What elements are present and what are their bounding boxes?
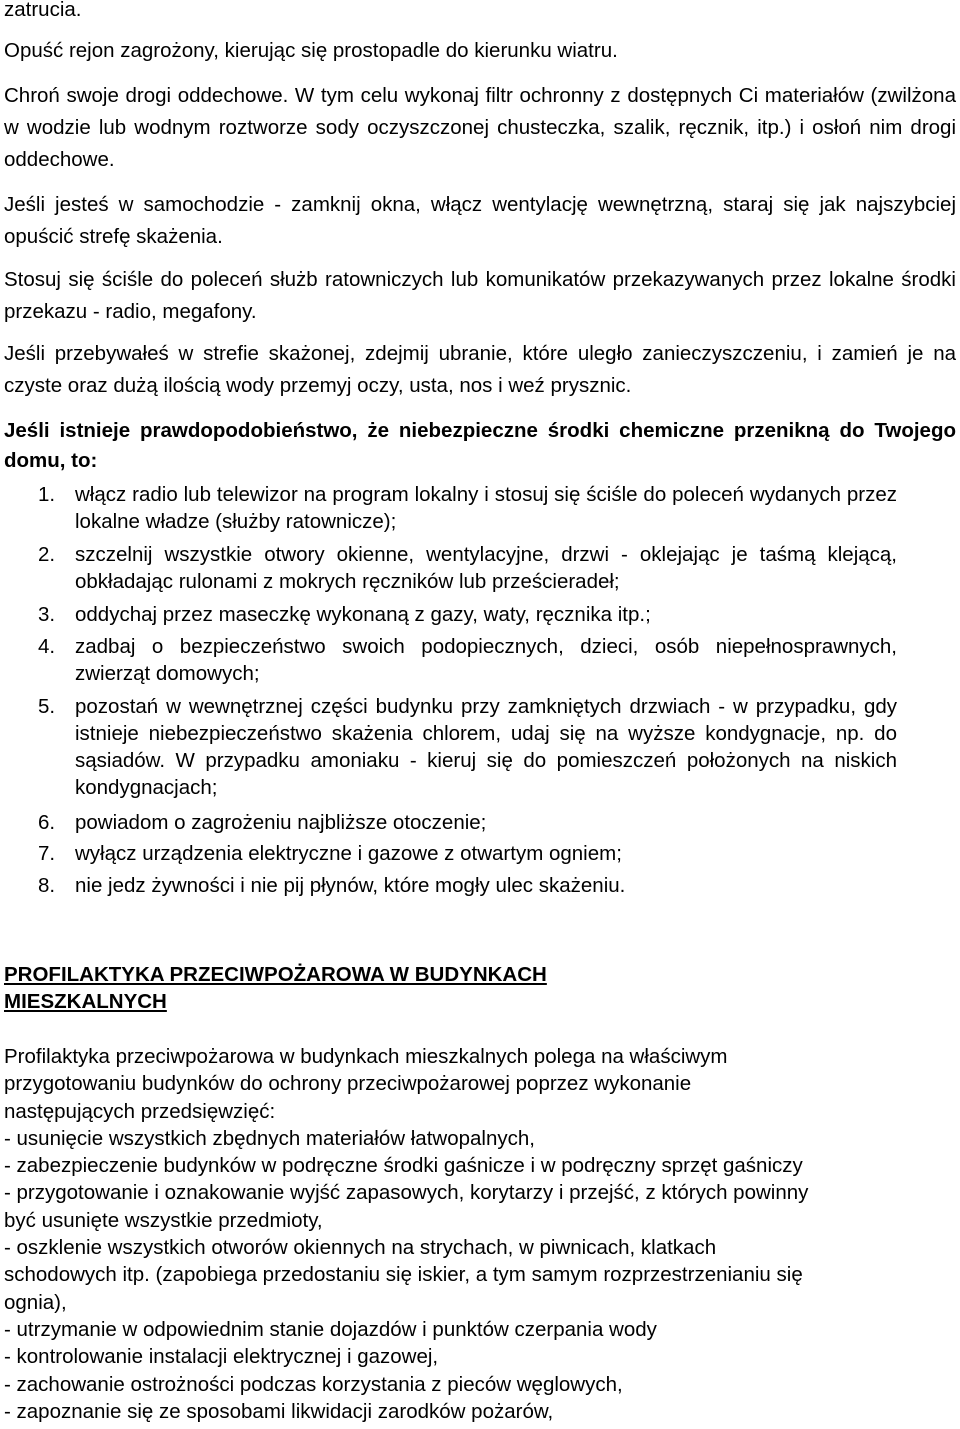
paragraph-follow-instructions: Stosuj się ściśle do poleceń służb ratowniczych lub komunikatów przekazywanych przez lokalne środki przekazu - radio, megafony. (4, 268, 956, 323)
list-item-text: zadbaj o bezpieczeństwo swoich podopiecznych, dzieci, osób niepełnosprawnych, zwierząt domowych; (75, 635, 897, 685)
list-item-number: 5. (38, 695, 56, 718)
text-line: ognia), (4, 1290, 67, 1314)
text-line: przygotowaniu budynków do ochrony przeciwpożarowej poprzez wykonanie (4, 1072, 692, 1096)
list-item-number: 4. (38, 635, 56, 658)
paragraph-leave-area: Opuść rejon zagrożony, kierując się prostopadle do kierunku wiatru. (4, 39, 618, 62)
list-item-number: 2. (38, 543, 56, 566)
text-line: - zabezpieczenie budynków w podręczne środki gaśnicze i w podręczny sprzęt gaśniczy (4, 1154, 803, 1178)
list-item-number: 1. (38, 483, 56, 506)
list-item-number: 7. (38, 842, 56, 865)
list-item-text: powiadom o zagrożeniu najbliższe otoczenie; (75, 811, 487, 834)
list-item-text: włącz radio lub telewizor na program lokalny i stosuj się ściśle do poleceń wydanych przez lokalne władze (służby ratownicze); (75, 483, 897, 533)
text-line: następujących przedsięwzięć: (4, 1099, 276, 1123)
text-line: - usunięcie wszystkich zbędnych materiałów łatwopalnych, (4, 1126, 535, 1150)
text-line: Profilaktyka przeciwpożarowa w budynkach mieszkalnych polega na właściwym (4, 1045, 728, 1068)
text-line: - zachowanie ostrożności podczas korzystania z pieców węglowych, (4, 1372, 623, 1396)
text-line: - oszklenie wszystkich otworów okiennych na strychach, w piwnicach, klatkach (4, 1236, 717, 1260)
text-line: - utrzymanie w odpowiednim stanie dojazdów i punktów czerpania wody (4, 1317, 657, 1341)
list-item-text: szczelnij wszystkie otwory okienne, wentylacyjne, drzwi - oklejając je taśmą klejącą, obkładając rulonami z mokrych ręczników lub prześcieradeł; (75, 543, 897, 593)
section-heading-line-1: PROFILAKTYKA PRZECIWPOŻAROWA W BUDYNKACH (4, 963, 547, 986)
paragraph-contaminated-zone: Jeśli przebywałeś w strefie skażonej, zdejmij ubranie, które uległo zanieczyszczeniu, i zamień je na czyste oraz dużą ilością wody przemyj oczy, usta, nos i weź prysznic. (4, 342, 956, 397)
text-line: schodowych itp. (zapobiega przedostaniu się iskier, a tym samym rozprzestrzenianiu się (4, 1263, 803, 1287)
paragraph-protect-airways: Chroń swoje drogi oddechowe. W tym celu wykonaj filtr ochronny z dostępnych Ci materiałów (zwilżona w wodzie lub wodnym roztworze sody oczyszczonej chusteczka, szalik, ręcznik, itp.) i osłoń nim drogi oddechowe. (4, 84, 956, 171)
list-item-text: pozostań w wewnętrznej części budynku przy zamkniętych drzwiach - w przypadku, gdy istnieje niebezpieczeństwo skażenia chlorem, udaj się na wyższe kondygnacje, np. do sąsiadów. W przypadku amoniaku - kieruj się do pomieszczeń położonych na niskich kondygnacjach; (75, 695, 897, 799)
text-line: być usunięte wszystkie przedmioty, (4, 1208, 323, 1232)
list-item-text: wyłącz urządzenia elektryczne i gazowe z otwartym ogniem; (75, 842, 622, 865)
text-line: - przygotowanie i oznakowanie wyjść zapasowych, korytarzy i przejść, z których powinny (4, 1181, 809, 1205)
list-item-number: 3. (38, 603, 56, 626)
list-item-number: 6. (38, 811, 56, 834)
section-heading-line-2: MIESZKALNYCH (4, 990, 167, 1013)
list-item-text: nie jedz żywności i nie pij płynów, które mogły ulec skażeniu. (75, 874, 626, 897)
section-heading (4, 961, 704, 1015)
list-item-number: 8. (38, 874, 56, 897)
text-line: - zapoznanie się ze sposobami likwidacji zarodków pożarów, (4, 1399, 554, 1423)
paragraph-in-car: Jeśli jesteś w samochodzie - zamknij okna, włącz wentylację wewnętrzną, staraj się jak najszybciej opuścić strefę skażenia. (4, 193, 956, 248)
fire-prevention-text (4, 1043, 954, 1425)
list-item-text: oddychaj przez maseczkę wykonaną z gazy, waty, ręcznika itp.; (75, 603, 651, 626)
paragraph-continuation: zatrucia. (4, 0, 82, 21)
text-line: - kontrolowanie instalacji elektrycznej i gazowej, (4, 1345, 439, 1369)
paragraph-chemicals-home: Jeśli istnieje prawdopodobieństwo, że niebezpieczne środki chemiczne przenikną do Twojego domu, to: (4, 419, 956, 472)
